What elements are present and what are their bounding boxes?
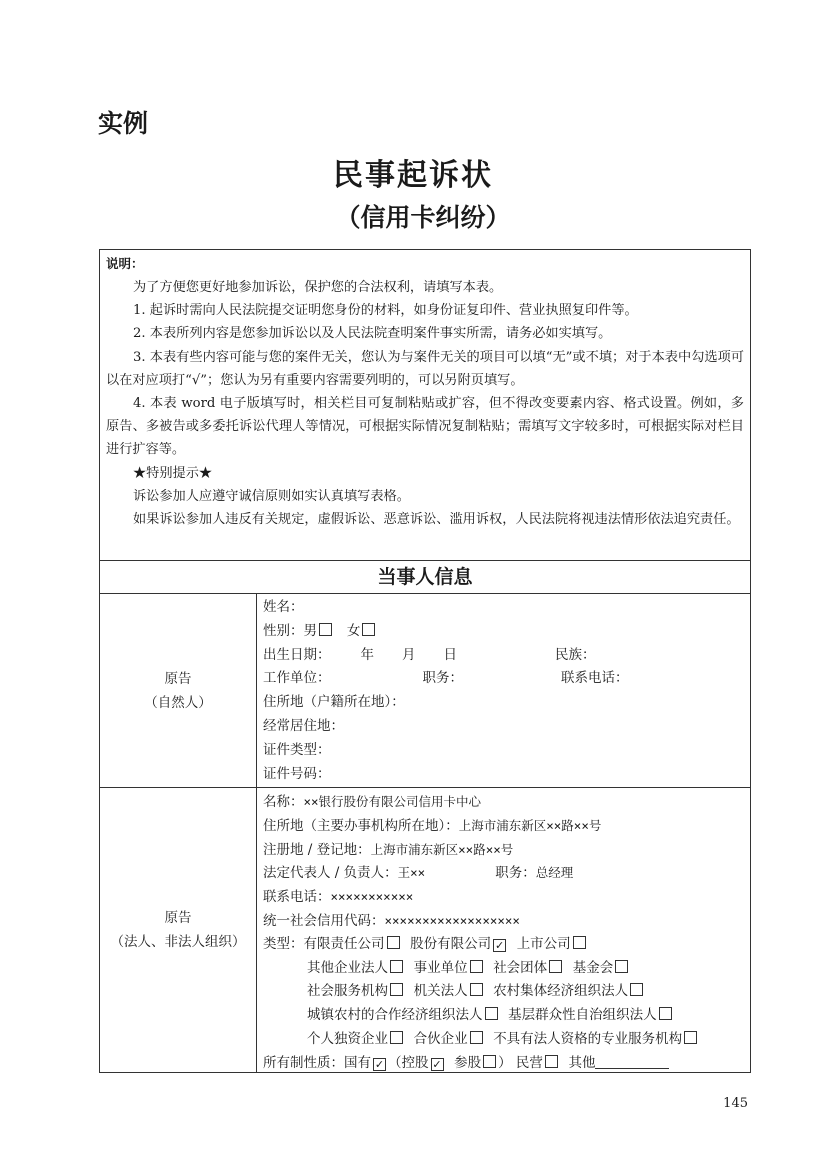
social-group-checkbox[interactable] bbox=[549, 960, 562, 973]
cooperative-checkbox[interactable] bbox=[485, 1007, 498, 1020]
instruction-paragraph: 3. 本表有些内容可能与您的案件无关，您认为与案件无关的项目可以填“无”或不填；对于本表中勾选项可以在对应项打“√”；您认为另有重要内容需要列明的，可以另附页填写。 bbox=[106, 349, 744, 388]
instructions-heading: 说明： bbox=[106, 256, 144, 271]
plaintiff-label: 原告 bbox=[164, 670, 192, 687]
professional-service-checkbox[interactable] bbox=[684, 1031, 697, 1044]
grassroots-checkbox[interactable] bbox=[659, 1007, 672, 1020]
id-number-field[interactable]: 证件号码： bbox=[263, 765, 331, 782]
other-ownership-input[interactable] bbox=[595, 1054, 669, 1069]
party-info-heading: 当事人信息 bbox=[100, 561, 750, 594]
instruction-paragraph: 诉讼参加人应遵守诚信原则如实认真填写表格。 bbox=[133, 488, 410, 504]
complaint-form-table bbox=[99, 249, 751, 1073]
entity-type-line: 个人独资企业 合伙企业 不具有法人资格的专业服务机构 bbox=[263, 1028, 744, 1052]
entity-type-line: 城镇农村的合作经济组织法人 基层群众性自治组织法人 bbox=[263, 1004, 744, 1028]
plaintiff-type-label: （自然人） bbox=[144, 694, 212, 711]
instruction-paragraph: 如果诉讼参加人违反有关规定，虚假诉讼、恶意诉讼、滥用诉权，人民法院将视违法情形依法追究责任。 bbox=[133, 512, 740, 528]
controlling-checkbox[interactable]: ✓ bbox=[432, 1057, 442, 1071]
domicile-field[interactable]: 住所地（户籍所在地）： bbox=[263, 694, 405, 711]
ownership-line: 所有制性质：国有 ✓ （控股 ✓ 参股 ） 民营 其他 bbox=[263, 1052, 744, 1076]
instruction-paragraph: 4. 本表 word 电子版填写时，相关栏目可复制粘贴或扩容，但不得改变要素内容、格式设置。例如，多原告、多被告或多委托诉讼代理人等情况，可根据实际情况复制粘贴；需填写文字较多时，可根据实际对栏目进行扩容等。 bbox=[106, 396, 744, 458]
male-checkbox[interactable] bbox=[319, 623, 332, 636]
plaintiff-natural-label bbox=[100, 594, 257, 787]
entity-phone-field[interactable]: 联系电话：××××××××××× bbox=[263, 889, 414, 906]
entity-type-line: 其他企业法人 事业单位 社会团体 基金会 bbox=[263, 957, 744, 981]
entity-type-line: 类型：有限责任公司 股份有限公司 ✓ 上市公司 bbox=[263, 933, 744, 957]
entity-name-field[interactable]: 名称：××银行股份有限公司信用卡中心 bbox=[263, 794, 482, 810]
name-field[interactable]: 姓名： bbox=[263, 599, 304, 615]
special-notice-heading: ★特别提示★ bbox=[133, 465, 213, 481]
page-number: 145 bbox=[723, 1096, 748, 1111]
sole-proprietorship-checkbox[interactable] bbox=[390, 1031, 403, 1044]
plaintiff-label: 原告 bbox=[164, 910, 192, 926]
instructions-block bbox=[100, 250, 750, 561]
plaintiff-natural-person-row bbox=[100, 594, 750, 788]
ethnicity-field[interactable]: 民族： bbox=[555, 646, 596, 663]
plaintiff-legal-label bbox=[100, 788, 257, 1072]
partnership-checkbox[interactable] bbox=[470, 1031, 483, 1044]
state-owned-checkbox[interactable]: ✓ bbox=[374, 1057, 385, 1071]
gender-field: 性别：男 女 bbox=[263, 620, 744, 644]
instruction-paragraph: 为了方便您更好地参加诉讼，保护您的合法权利，请填写本表。 bbox=[133, 280, 503, 295]
rural-collective-checkbox[interactable] bbox=[630, 983, 643, 996]
female-checkbox[interactable] bbox=[362, 623, 375, 636]
document-title: 民事起诉状 bbox=[333, 158, 493, 193]
public-institution-checkbox[interactable] bbox=[470, 960, 483, 973]
credit-code-field[interactable]: 统一社会信用代码：×××××××××××××××××× bbox=[263, 912, 520, 929]
plaintiff-type-label: （法人、非法人组织） bbox=[110, 934, 246, 950]
entity-address-field[interactable]: 住所地（主要办事机构所在地）：上海市浦东新区××路××号 bbox=[263, 817, 602, 834]
foundation-checkbox[interactable] bbox=[615, 960, 628, 973]
instruction-paragraph: 1. 起诉时需向人民法院提交证明您身份的材料，如身份证复印件、营业执照复印件等。 bbox=[133, 303, 638, 319]
private-checkbox[interactable] bbox=[545, 1055, 558, 1068]
phone-field[interactable]: 联系电话： bbox=[561, 670, 629, 687]
document-subtitle: （信用卡纠纷） bbox=[335, 203, 511, 232]
listed-checkbox[interactable] bbox=[573, 936, 586, 949]
llc-checkbox[interactable] bbox=[387, 936, 400, 949]
employer-field[interactable]: 工作单位： 职务： 联系电话： bbox=[263, 670, 629, 687]
residence-field[interactable]: 经常居住地： bbox=[263, 717, 344, 734]
legal-rep-field[interactable]: 法定代表人 / 负责人：王×× 职务：总经理 bbox=[263, 865, 574, 882]
plaintiff-legal-fields bbox=[257, 788, 750, 1072]
position-field[interactable]: 职务： bbox=[422, 670, 463, 687]
government-checkbox[interactable] bbox=[470, 983, 483, 996]
participating-checkbox[interactable] bbox=[483, 1055, 496, 1068]
other-enterprise-checkbox[interactable] bbox=[390, 960, 403, 973]
social-service-checkbox[interactable] bbox=[390, 983, 403, 996]
plaintiff-natural-fields bbox=[257, 594, 750, 787]
id-type-field[interactable]: 证件类型： bbox=[263, 741, 331, 758]
instruction-paragraph: 2. 本表所列内容是您参加诉讼以及人民法院查明案件事实所需，请务必如实填写。 bbox=[133, 326, 612, 342]
registration-field[interactable]: 注册地 / 登记地：上海市浦东新区××路××号 bbox=[263, 841, 514, 858]
birth-date-field[interactable]: 出生日期： 年 月 日 民族： bbox=[263, 646, 596, 663]
joint-stock-checkbox[interactable]: ✓ bbox=[494, 938, 505, 952]
plaintiff-legal-entity-row bbox=[100, 788, 750, 1072]
entity-type-line: 社会服务机构 机关法人 农村集体经济组织法人 bbox=[263, 980, 744, 1004]
section-label: 实例 bbox=[98, 109, 149, 138]
